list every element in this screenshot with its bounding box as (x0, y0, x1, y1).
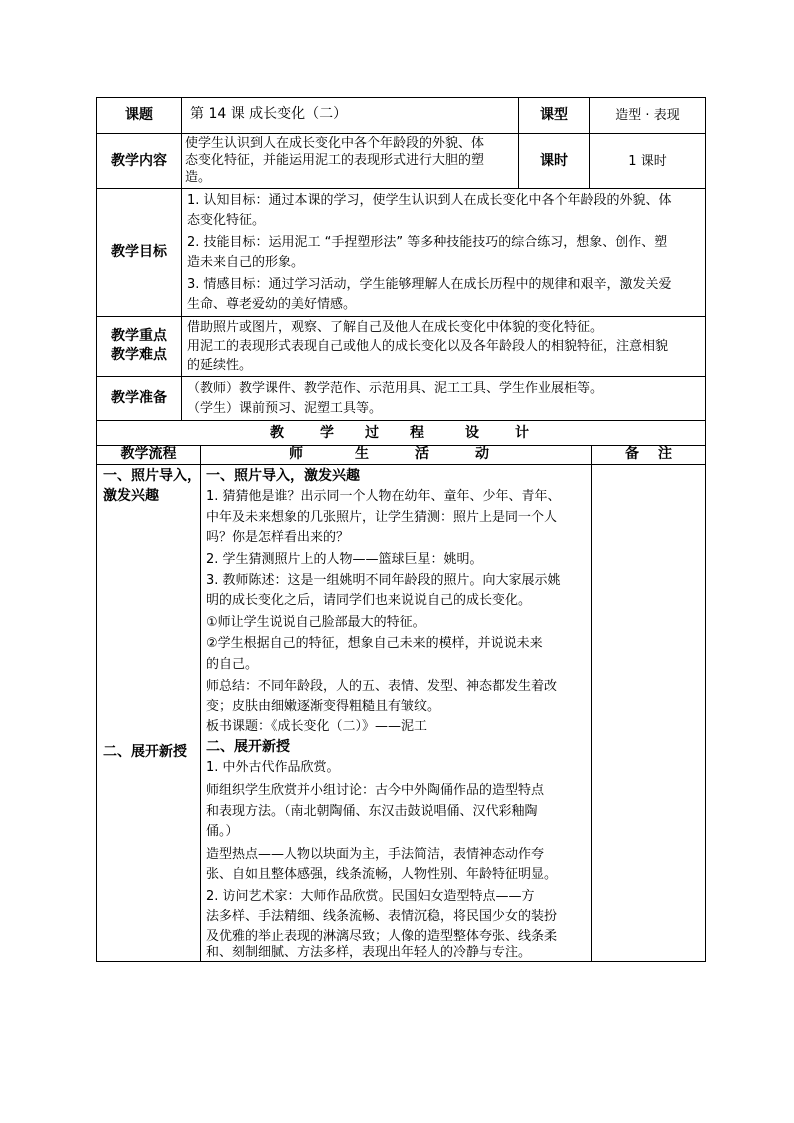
col-header-notes-char: 备 (625, 446, 639, 462)
col-header-notes-char: 注 (658, 446, 672, 462)
activity-line: 师总结：不同年龄段，人的五、表情、发型、神态都发生着改 (206, 679, 558, 694)
prep-line: （教师）教学课件、教学范作、示范用具、泥工工具、学生作业展柜等。 (187, 381, 604, 396)
topic-value: 第 14 课 成长变化（二） (190, 106, 348, 122)
activity-line: 板书课题：《成长变化（二）》——泥工 (206, 719, 428, 734)
col-header-activity-char: 动 (475, 446, 489, 462)
col-divider (181, 97, 182, 420)
process-title-char: 程 (410, 425, 424, 441)
hours-label: 课时 (540, 153, 568, 169)
goals-label: 教学目标 (111, 244, 167, 260)
activity-line: 法多样、手法精细、线条流畅、表情沉稳，将民国少女的装扮 (206, 909, 558, 924)
activity-line: ②学生根据自己的特征，想象自己未来的模样，并说说未来 (206, 636, 543, 651)
activity-line: 2. 学生猜测照片上的人物——篮球巨星：姚明。 (206, 552, 483, 567)
col-header-activity-char: 生 (355, 446, 369, 462)
activity-line: 和表现方法。（南北朝陶俑、东汉击鼓说唱俑、汉代彩釉陶 (206, 804, 538, 819)
activity-line: 吗？你是怎样看出来的？ (206, 530, 350, 545)
row-divider (96, 464, 706, 465)
activity-line: 2. 访问艺术家：大师作品欣赏。民国妇女造型特点——方 (206, 889, 535, 904)
goals-line: 造未来自己的形象。 (187, 255, 305, 270)
key-point-label: 教学重点 (111, 328, 167, 344)
activity-line: 张、自如且整体感强，线条流畅，人物性别、年龄特征明显。 (206, 867, 558, 882)
col-header-activity-char: 师 (289, 446, 303, 462)
prep-line: （学生）课前预习、泥塑工具等。 (187, 401, 383, 416)
row-divider (96, 376, 706, 377)
row-divider (96, 188, 706, 189)
col-divider (200, 445, 201, 961)
activity-heading: 一、照片导入，激发兴趣 (206, 468, 360, 484)
activity-heading: 二、展开新授 (206, 739, 290, 755)
activity-line: 1. 中外古代作品欣赏。 (206, 760, 340, 775)
activity-line: 造型热点——人物以块面为主，手法简洁，表情神态动作夸 (206, 847, 545, 862)
content-line: 态变化特征，并能运用泥工的表现形式进行大胆的塑 (185, 153, 485, 168)
hours-value: 1 课时 (628, 154, 667, 169)
key-line: 用泥工的表现形式表现自己或他人的成长变化以及各年龄段人的相貌特征，注意相貌 (187, 339, 669, 354)
activity-line: 3. 教师陈述：这是一组姚明不同年龄段的照片。向大家展示姚 (206, 573, 561, 588)
goals-line: 2. 技能目标：运用泥工 “手捏塑形法” 等多种技能技巧的综合练习，想象、创作、塑 (187, 235, 668, 250)
table-border-left (96, 97, 97, 962)
goals-line: 1. 认知目标：通过本课的学习，使学生认识到人在成长变化中各个年龄段的外貌、体 (187, 193, 672, 208)
activity-line: 变；皮肤由细嫩逐渐变得粗糙且有皱纹。 (206, 699, 441, 714)
table-border-top (96, 97, 706, 98)
process-title-char: 学 (320, 425, 334, 441)
type-label: 课型 (540, 107, 568, 123)
process-title-char: 计 (515, 425, 529, 441)
content-label: 教学内容 (111, 153, 167, 169)
prep-label: 教学准备 (111, 390, 167, 406)
activity-line: 和、刻制细腻、方法多样，表现出年轻人的冷静与专注。 (206, 945, 532, 960)
col-header-activity-char: 活 (415, 446, 429, 462)
activity-line: 及优雅的举止表现的淋漓尽致；人像的造型整体夸张、线条柔 (206, 929, 558, 944)
type-value: 造型 · 表现 (615, 108, 680, 123)
process-title-char: 过 (365, 425, 379, 441)
activity-line: 中年及未来想象的几张照片，让学生猜测：照片上是同一个人 (206, 510, 558, 525)
flow-step-2: 二、展开新授 (103, 744, 187, 760)
difficulty-label: 教学难点 (111, 347, 167, 363)
goals-line: 生命、尊老爱幼的美好情感。 (187, 297, 357, 312)
row-divider (96, 316, 706, 317)
activity-line: 1. 猜猜他是谁？出示同一个人物在幼年、童年、少年、青年、 (206, 489, 561, 504)
activity-line: ①师让学生说说自己脸部最大的特征。 (206, 615, 426, 630)
col-header-flow: 教学流程 (120, 446, 177, 462)
goals-line: 态变化特征。 (187, 213, 266, 228)
table-border-right (705, 97, 706, 962)
activity-line: 的自己。 (206, 657, 259, 672)
content-line: 使学生认识到人在成长变化中各个年龄段的外貌、体 (185, 136, 485, 151)
process-title-char: 教 (270, 425, 284, 441)
activity-line: 师组织学生欣赏并小组讨论：古今中外陶俑作品的造型特点 (206, 783, 545, 798)
flow-step-1-cont: 激发兴趣 (103, 488, 159, 504)
goals-line: 3. 情感目标：通过学习活动，学生能够理解人在成长历程中的规律和艰辛，激发关爱 (187, 277, 672, 292)
row-divider (96, 420, 706, 421)
activity-line: 明的成长变化之后，请同学们也来说说自己的成长变化。 (206, 593, 532, 608)
topic-label: 课题 (125, 107, 153, 123)
flow-step-1: 一、照片导入， (103, 468, 201, 484)
col-divider (591, 445, 592, 961)
key-line: 的延续性。 (187, 358, 253, 373)
activity-line: 俑。） (206, 824, 239, 839)
process-title-char: 设 (465, 425, 479, 441)
content-line: 造。 (185, 170, 212, 185)
key-line: 借助照片或图片，观察、了解自己及他人在成长变化中体貌的变化特征。 (187, 320, 604, 335)
